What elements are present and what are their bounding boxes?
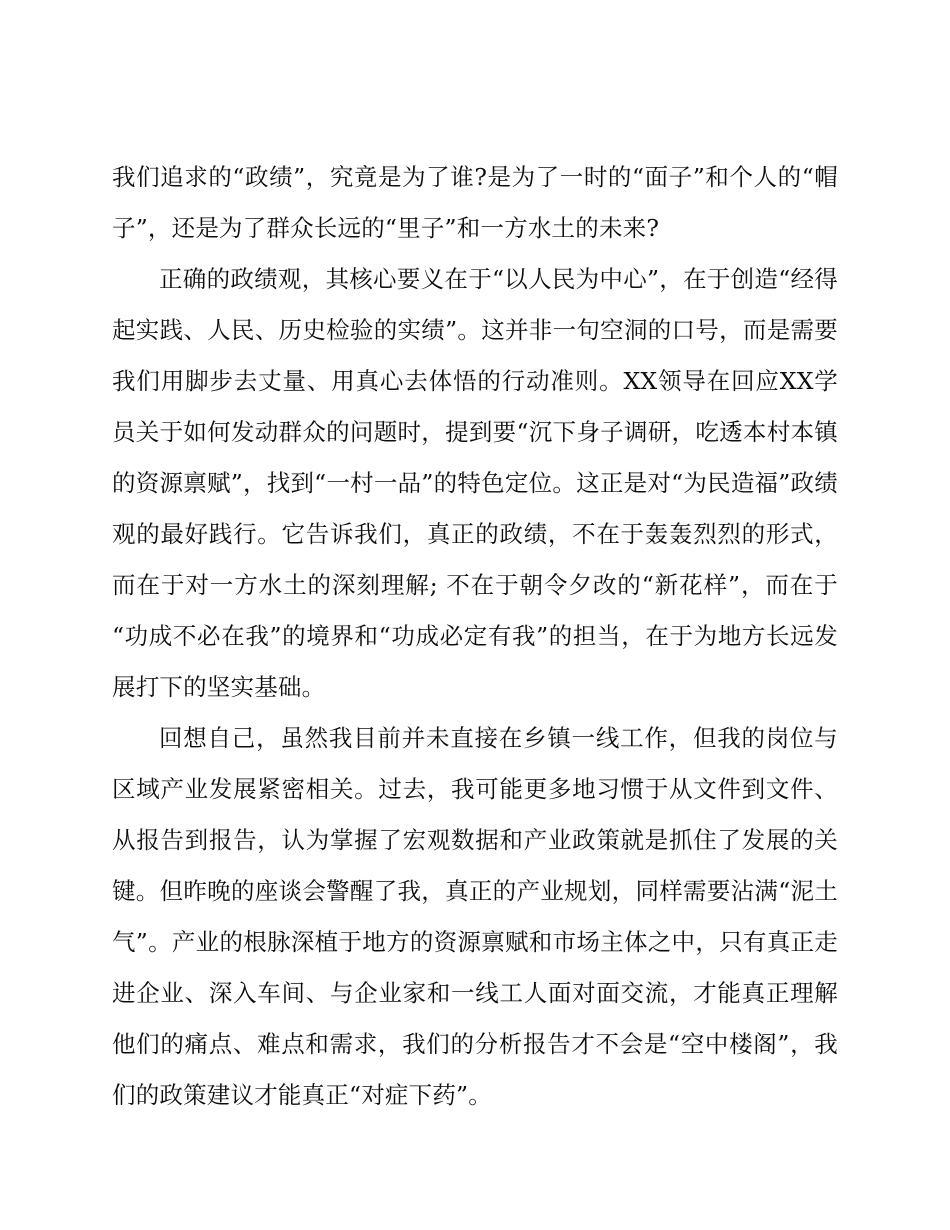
paragraph-2: 正确的政绩观，其核心要义在于“以人民为中心”，在于创造“经得起实践、人民、历史检验的实绩”。这并非一句空洞的口号，而是需要我们用脚步去丈量、用真心去体悟的行动准则。XX领导在回应XX学员关于如何发动群众的问题时，提到要“沉下身子调研，吃透本村本镇的资源禀赋”，找到“一村一品”的特色定位。这正是对“为民造福”政绩观的最好践行。它告诉我们，真正的政绩，不在于轰轰烈烈的形式，而在于对一方水土的深刻理解; 不在于朝令夕改的“新花样”，而在于“功成不必在我”的境界和“功成必定有我”的担当，在于为地方长远发展打下的坚实基础。 bbox=[112, 265, 838, 701]
paragraph-1: 我们追求的“政绩”，究竟是为了谁?是为了一时的“面子”和个人的“帽子”，还是为了群众长远的“里子”和一方水土的未来? bbox=[112, 163, 838, 242]
paragraph-3: 回想自己，虽然我目前并未直接在乡镇一线工作，但我的岗位与区域产业发展紧密相关。过去，我可能更多地习惯于从文件到文件、从报告到报告，认为掌握了宏观数据和产业政策就是抓住了发展的关键。但昨晚的座谈会警醒了我，真正的产业规划，同样需要沾满“泥土气”。产业的根脉深植于地方的资源禀赋和市场主体之中，只有真正走进企业、深入车间、与企业家和一线工人面对面交流，才能真正理解他们的痛点、难点和需求，我们的分析报告才不会是“空中楼阁”，我们的政策建议才能真正“对症下药”。 bbox=[112, 724, 838, 1109]
document-body bbox=[112, 152, 838, 1121]
